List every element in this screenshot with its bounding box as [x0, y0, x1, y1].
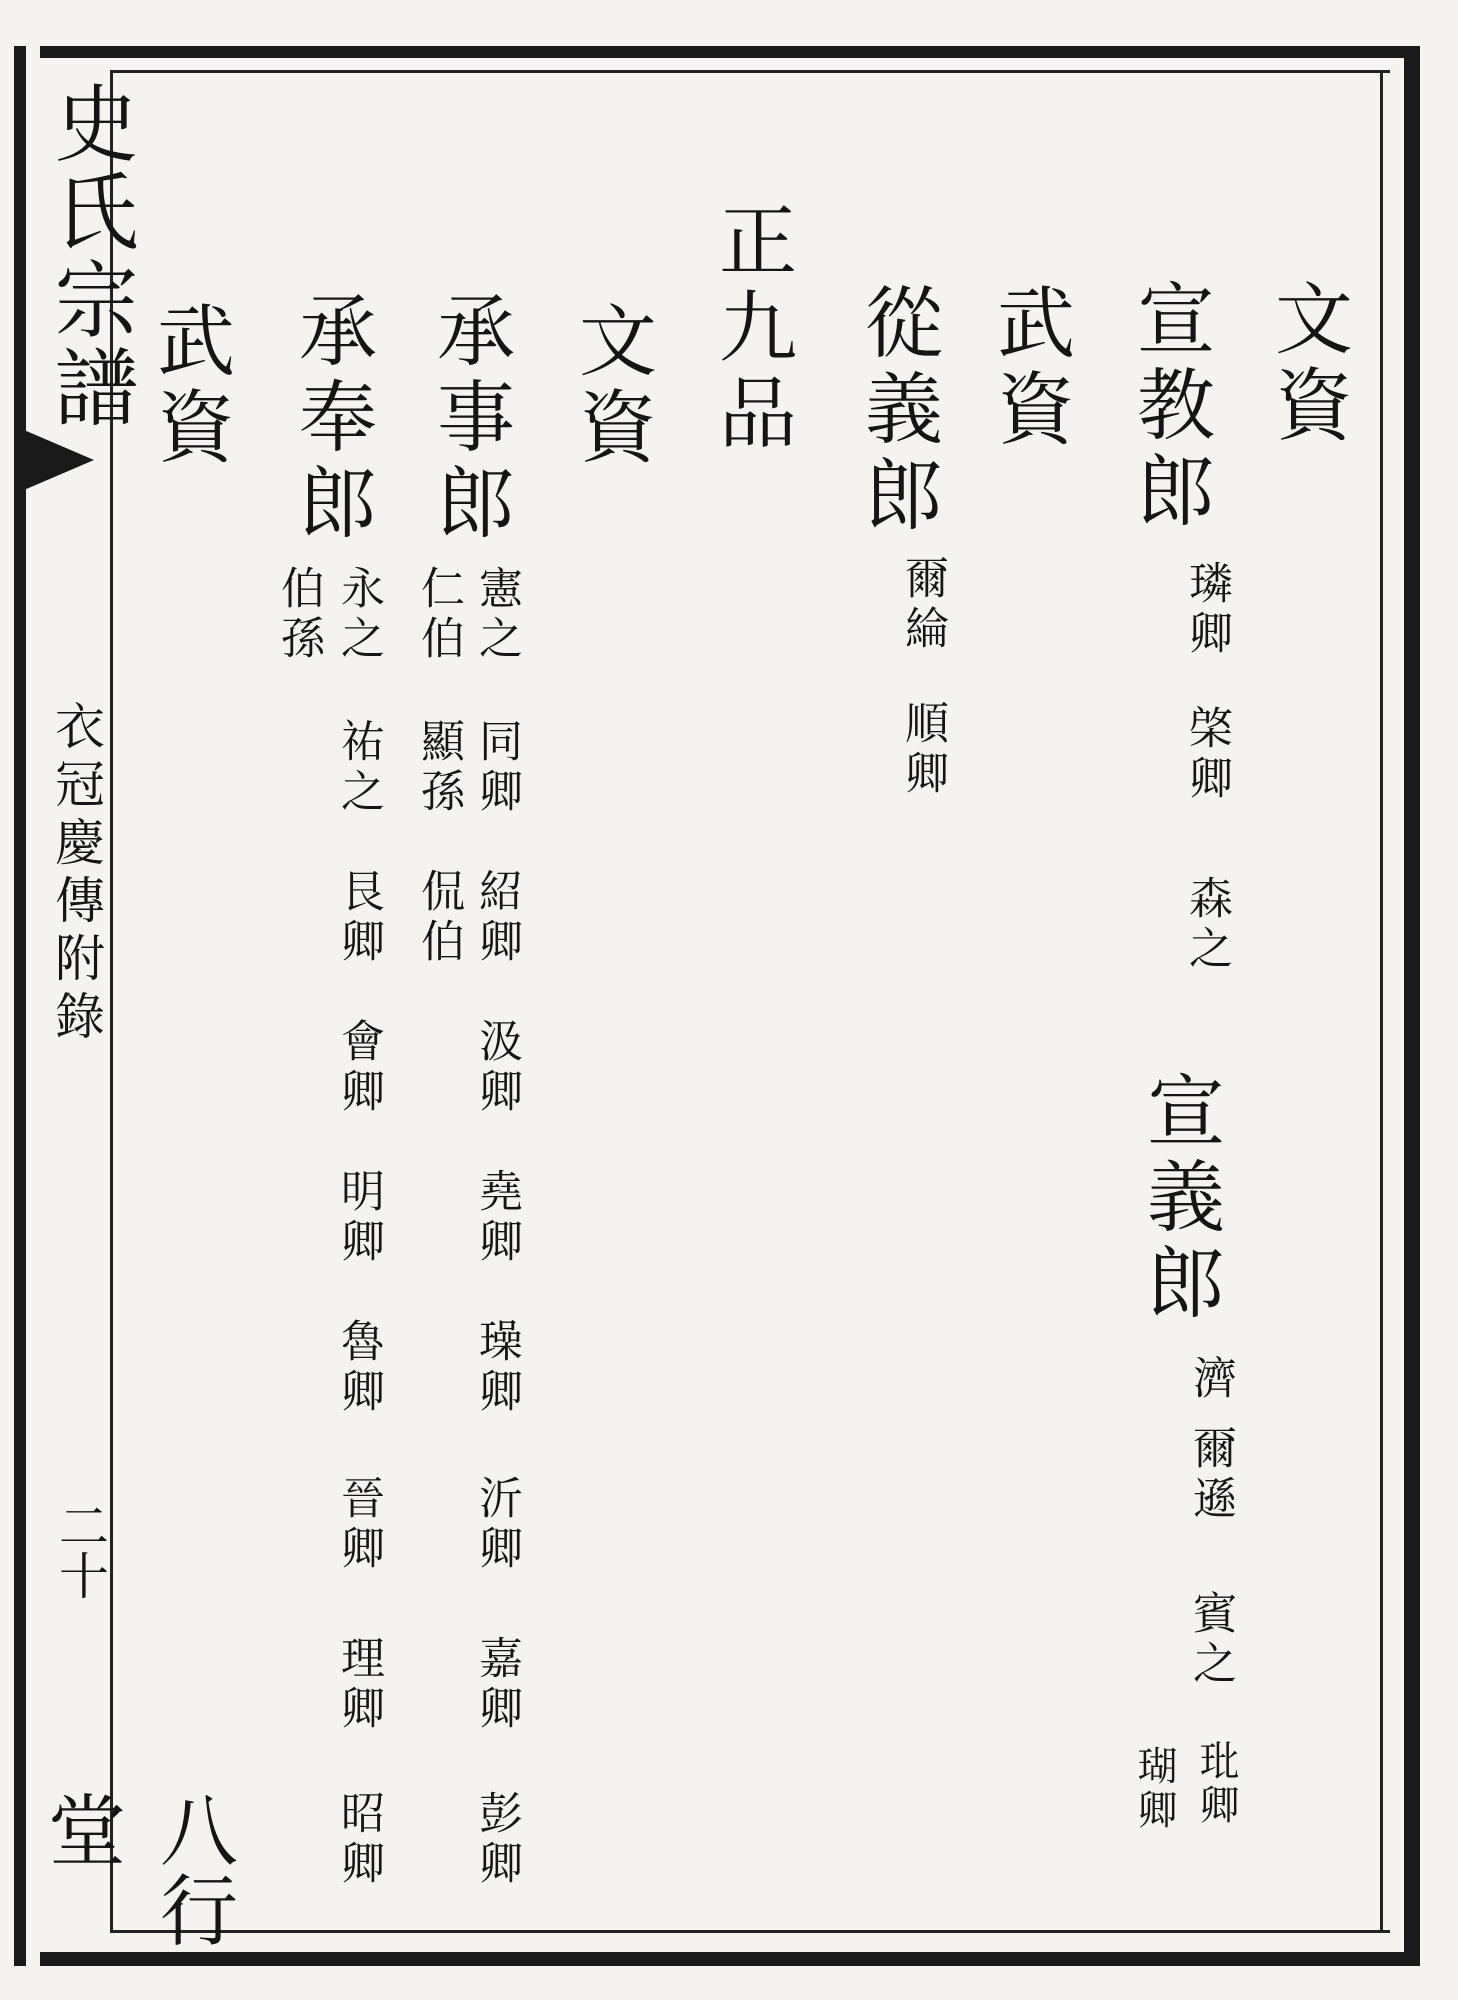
- name-entry: 永之: [333, 565, 384, 665]
- column-heading: 從義郎: [852, 282, 942, 540]
- margin-subtitle: 衣冠慶傳附錄: [47, 700, 105, 1048]
- column-heading: 武資: [144, 300, 234, 472]
- name-entry: 理卿: [333, 1635, 384, 1735]
- column-heading: 承奉郎: [286, 290, 376, 548]
- column-heading: 文資: [1262, 278, 1352, 450]
- name-entry: 賓之: [1185, 1590, 1236, 1690]
- name-entry: 紹卿: [471, 868, 522, 968]
- column-heading: 正九品: [706, 200, 796, 458]
- name-entry: 明卿: [333, 1168, 384, 1268]
- column-heading: 武資: [984, 282, 1074, 454]
- border-left: [14, 46, 26, 1966]
- column-heading: 承事郎: [424, 290, 514, 548]
- name-entry: 祐之: [333, 718, 384, 818]
- name-entry: 憲之: [471, 565, 522, 665]
- name-entry: 玭卿: [1193, 1740, 1239, 1828]
- margin-hall-name: 八行堂: [35, 1790, 237, 1950]
- name-entry: 嘉卿: [471, 1635, 522, 1735]
- name-entry: 會卿: [333, 1018, 384, 1118]
- name-entry: 棨卿: [1181, 705, 1232, 805]
- name-entry: 晉卿: [333, 1475, 384, 1575]
- column-heading: 文資: [566, 300, 656, 472]
- name-entry: 順卿: [897, 700, 948, 800]
- name-entry: 同卿: [471, 718, 522, 818]
- name-entry: 堯卿: [471, 1168, 522, 1268]
- name-entry: 艮卿: [333, 868, 384, 968]
- name-entry: 彭卿: [471, 1790, 522, 1890]
- name-entry: 侃伯: [413, 868, 464, 968]
- name-entry: 爾遜: [1185, 1425, 1236, 1525]
- name-entry: 森之: [1181, 875, 1232, 975]
- name-entry: 濟: [1185, 1355, 1236, 1405]
- fishtail-mark: [24, 430, 94, 490]
- name-entry: 仁伯: [413, 565, 464, 665]
- border-right: [1404, 46, 1420, 1966]
- margin-page-number: 二十: [51, 1500, 109, 1600]
- name-entry: 魯卿: [333, 1318, 384, 1418]
- name-entry: 爾綸: [897, 555, 948, 655]
- inner-border-right: [1380, 70, 1383, 1933]
- inner-border-bottom: [110, 1930, 1390, 1933]
- name-entry: 昭卿: [333, 1790, 384, 1890]
- name-entry: 沂卿: [471, 1475, 522, 1575]
- name-entry: 瑚卿: [1131, 1745, 1177, 1833]
- name-entry: 璪卿: [471, 1318, 522, 1418]
- column-heading: 宣教郎: [1124, 278, 1214, 536]
- name-entry: 伯孫: [273, 565, 324, 665]
- column-heading: 宣義郎: [1134, 1070, 1224, 1328]
- name-entry: 汲卿: [471, 1018, 522, 1118]
- margin-title: 史氏宗譜: [41, 80, 139, 432]
- inner-border-top: [110, 70, 1390, 73]
- name-entry: 璘卿: [1181, 560, 1232, 660]
- name-entry: 顯孫: [413, 718, 464, 818]
- border-top: [40, 46, 1420, 58]
